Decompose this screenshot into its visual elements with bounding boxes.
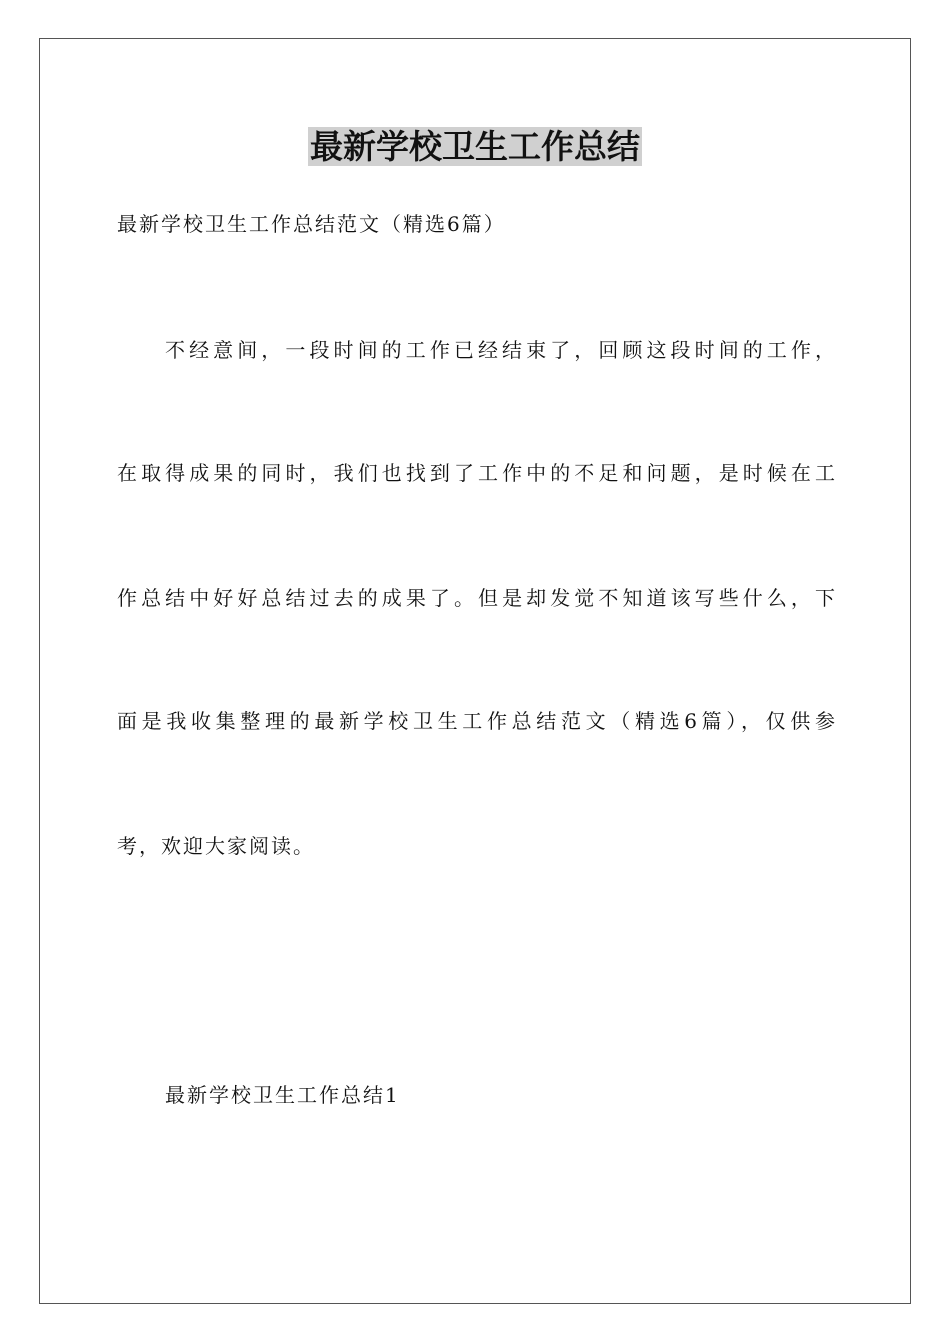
document-title [0,124,950,170]
intro-line: 不经意间，一段时间的工作已经结束了，回顾这段时间的工作， [165,338,835,362]
intro-line: 考，欢迎大家阅读。 [117,834,315,858]
section-heading: 最新学校卫生工作总结1 [165,1083,400,1107]
document-subtitle: 最新学校卫生工作总结范文（精选6篇） [117,212,506,236]
intro-line: 面是我收集整理的最新学校卫生工作总结范文（精选6篇），仅供参 [117,709,835,733]
intro-line: 作总结中好好总结过去的成果了。但是却发觉不知道该写些什么，下 [117,586,835,610]
document-title-text: 最新学校卫生工作总结 [310,127,640,166]
intro-line: 在取得成果的同时，我们也找到了工作中的不足和问题，是时候在工 [117,461,835,485]
